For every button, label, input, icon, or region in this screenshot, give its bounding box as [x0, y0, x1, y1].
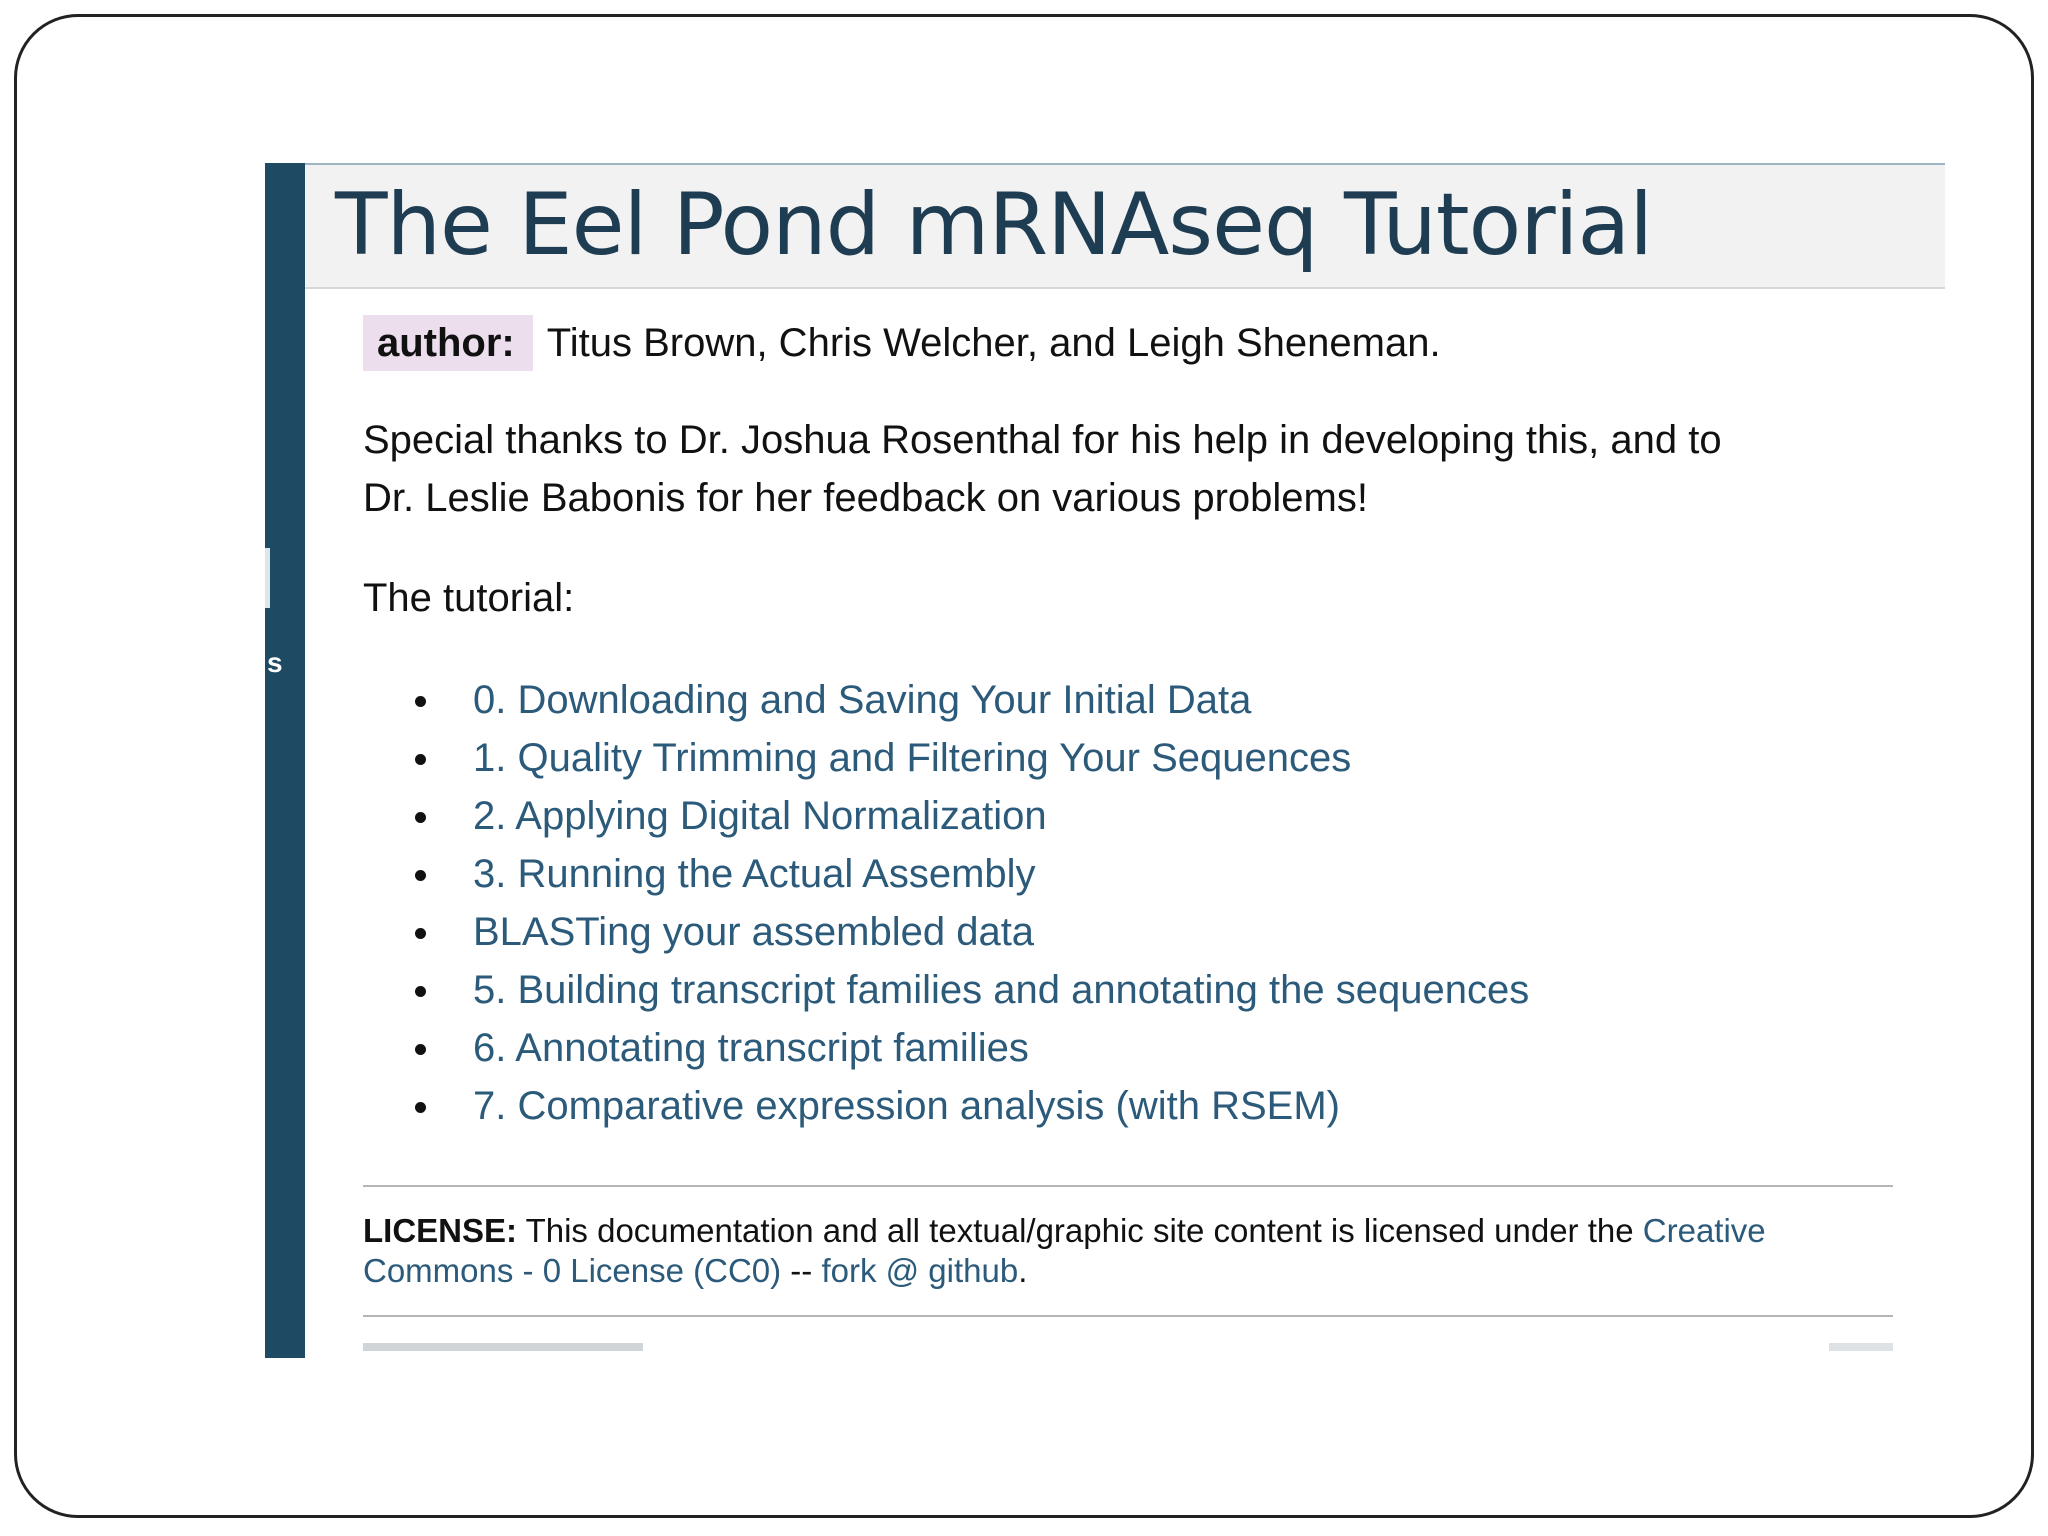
tutorial-link-1[interactable]: 1. Quality Trimming and Filtering Your Sequences [473, 736, 1352, 780]
bullet-icon [415, 986, 426, 997]
bullet-icon [415, 754, 426, 765]
bullet-icon [415, 1102, 426, 1113]
list-item [423, 1019, 1893, 1077]
bullet-icon [415, 1044, 426, 1055]
fork-github-link[interactable]: fork @ github [821, 1252, 1019, 1289]
list-item [423, 903, 1893, 961]
cropped-button [1829, 1343, 1893, 1351]
list-item [423, 961, 1893, 1019]
bullet-icon [415, 928, 426, 939]
tutorial-link-6[interactable]: 6. Annotating transcript families [473, 1026, 1029, 1070]
sidebar-scroll-marker [265, 548, 270, 608]
cropped-text [363, 1343, 643, 1351]
page-title: The Eel Pond mRNAseq Tutorial [335, 175, 1653, 275]
webpage-screenshot [265, 163, 1945, 1358]
thanks-paragraph [363, 411, 1893, 527]
sidebar [265, 163, 305, 1358]
tutorial-link-0[interactable]: 0. Downloading and Saving Your Initial Data [473, 678, 1252, 722]
bullet-icon [415, 870, 426, 881]
tutorial-link-5[interactable]: 5. Building transcript families and annotating the sequences [473, 968, 1530, 1012]
tutorial-link-3[interactable]: 3. Running the Actual Assembly [473, 852, 1036, 896]
tutorial-heading: The tutorial: [363, 576, 575, 620]
cc0-license-link[interactable]: Creative Commons - 0 License (CC0) [363, 1212, 1766, 1289]
tutorial-link-4[interactable]: BLASTing your assembled data [473, 910, 1035, 954]
author-value: Titus Brown, Chris Welcher, and Leigh Sheneman. [546, 321, 1441, 365]
list-item [423, 671, 1893, 729]
license-label: LICENSE: [363, 1212, 518, 1249]
license-separator: -- [790, 1252, 813, 1289]
sidebar-label-fragment: s [267, 647, 283, 678]
cropped-footer-row [363, 1317, 1893, 1347]
list-item [423, 729, 1893, 787]
license-end: . [1018, 1252, 1028, 1289]
bullet-icon [415, 696, 426, 707]
license-text: This documentation and all textual/graphic site content is licensed under the [525, 1212, 1634, 1249]
author-label: author: [363, 315, 533, 371]
slide-frame [14, 14, 2034, 1518]
list-item [423, 1077, 1893, 1135]
thanks-line-1: Special thanks to Dr. Joshua Rosenthal for his help in developing this, and to [363, 418, 1722, 462]
title-bar [305, 163, 1945, 289]
tutorial-link-7[interactable]: 7. Comparative expression analysis (with RSEM) [473, 1084, 1340, 1128]
thanks-line-2: Dr. Leslie Babonis for her feedback on various problems! [363, 476, 1368, 520]
tutorial-link-2[interactable]: 2. Applying Digital Normalization [473, 794, 1047, 838]
author-line [363, 313, 1893, 373]
page-content [363, 313, 1893, 1347]
bullet-icon [415, 812, 426, 823]
license-footer [363, 1187, 1893, 1315]
list-item [423, 845, 1893, 903]
list-item [423, 787, 1893, 845]
tutorial-list [363, 671, 1893, 1135]
